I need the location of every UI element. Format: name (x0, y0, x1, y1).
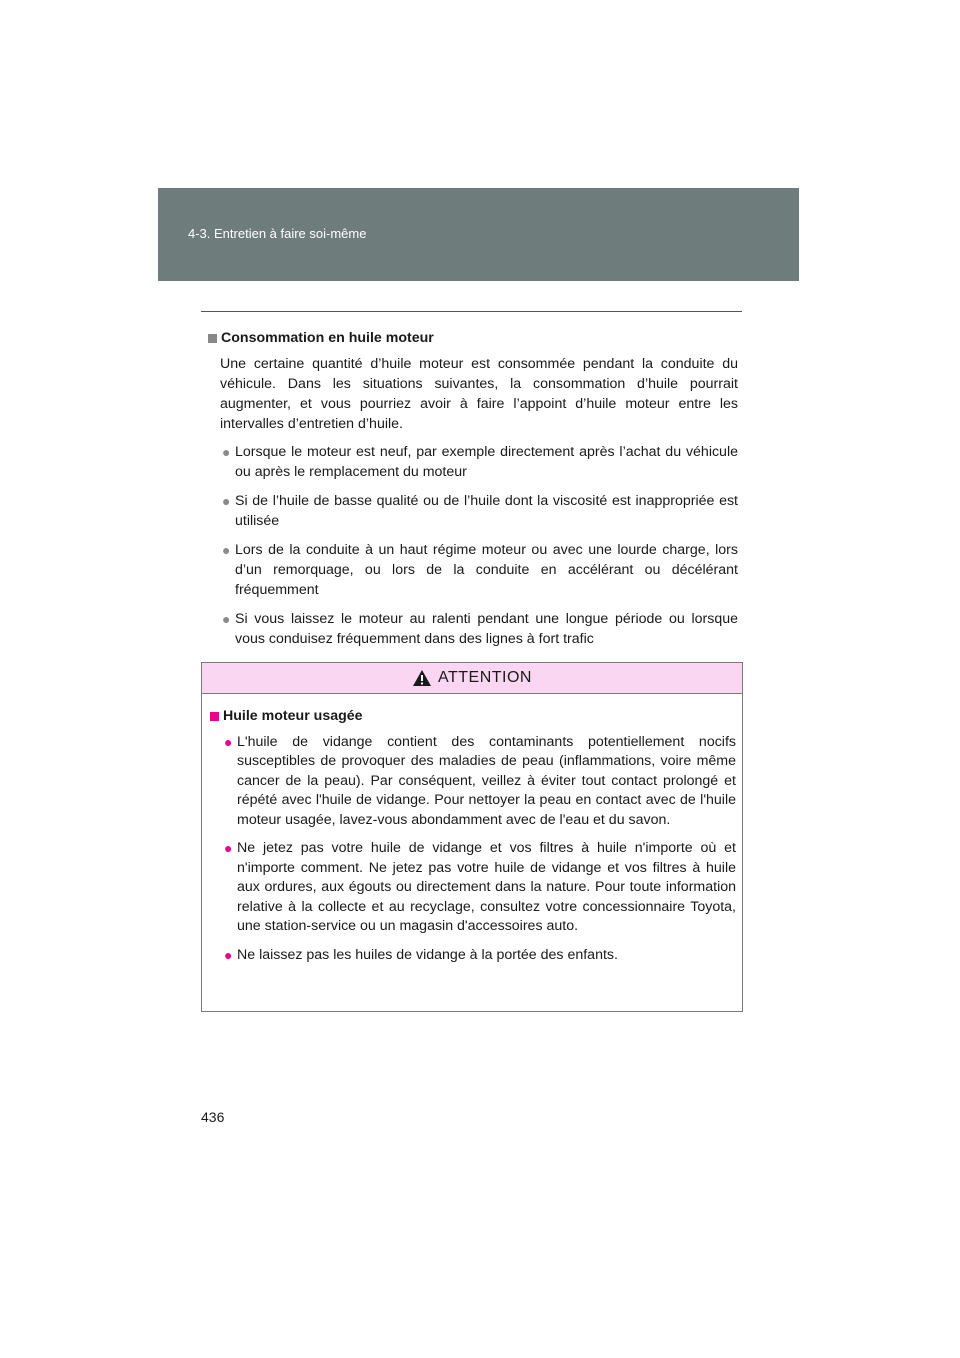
warning-heading (210, 707, 736, 727)
warning-header (202, 663, 742, 694)
bullet-dot-icon: ● (222, 542, 231, 558)
list-item (222, 442, 738, 482)
list-item-text: Si de l’huile de basse qualité ou de l’huile dont la viscosité est inappropriée est utilisée (235, 493, 738, 529)
section-title: 4-3. Entretien à faire soi-même (188, 226, 367, 241)
bullet-dot-icon: ● (224, 946, 233, 963)
square-bullet-icon (208, 334, 217, 343)
warning-item-text: Ne laissez pas les huiles de vidange à la portée des enfants. (237, 946, 618, 963)
section-heading (208, 328, 738, 348)
list-item-text: Lors de la conduite à un haut régime moteur ou avec une lourde charge, lors d’un remorquage, ou lors de la conduite en accélérant ou décélérant fréquemment (235, 542, 738, 598)
bullet-dot-icon: ● (222, 444, 231, 460)
warning-item-text: Ne jetez pas votre huile de vidange et vos filtres à huile n'importe où et n'importe comment. Ne jetez pas votre huile de vidange et vos filtres à huile aux ordures, aux égouts ou directement dans la nature. Pour toute information relative à la collecte et au recyclage, consultez votre concessionnaire Toyota, une station-service ou un magasin d'accessoires auto. (237, 840, 736, 934)
warning-title: ATTENTION (438, 669, 532, 686)
warning-box (201, 662, 743, 1012)
main-content (208, 328, 738, 658)
section-heading-text: Consommation en huile moteur (221, 330, 434, 346)
warning-triangle-icon (412, 669, 432, 687)
warning-heading-text: Huile moteur usagée (223, 708, 363, 724)
intro-paragraph: Une certaine quantité d’huile moteur est consommée pendant la conduite du véhicule. Dans les situations suivantes, la consommation d’huile pourrait augmenter, et vous pourriez avoir à faire l’appoint d’huile moteur entre les intervalles d’entretien d’huile. (220, 356, 738, 432)
page-number: 436 (201, 1109, 225, 1125)
warning-item-text: L'huile de vidange contient des contaminants potentiellement nocifs susceptibles de provoquer des maladies de peau (inflammations, voire même cancer de la peau). Par conséquent, veillez à éviter tout contact prolongé et répété avec l'huile de vidange. Pour nettoyer la peau en contact avec de l'huile moteur usagée, lavez-vous abondamment avec de l'eau et du savon. (237, 733, 736, 828)
section-header-band (158, 188, 799, 281)
square-bullet-icon (210, 712, 219, 721)
list-item (222, 540, 738, 600)
list-item (222, 491, 738, 531)
warning-list-item (224, 839, 736, 937)
list-item (222, 609, 738, 649)
list-item-text: Lorsque le moteur est neuf, par exemple directement après l’achat du véhicule ou après le remplacement du moteur (235, 444, 738, 480)
list-item-text: Si vous laissez le moteur au ralenti pendant une longue période ou lorsque vous conduisez fréquemment dans des lignes à fort trafic (235, 611, 738, 647)
bullet-dot-icon: ● (222, 493, 231, 509)
warning-list-item (224, 946, 736, 966)
bullet-dot-icon: ● (222, 611, 231, 627)
bullet-dot-icon: ● (224, 840, 233, 856)
warning-list-item (224, 733, 736, 831)
divider (201, 311, 742, 312)
warning-body (202, 694, 742, 965)
bullet-dot-icon: ● (224, 733, 233, 750)
